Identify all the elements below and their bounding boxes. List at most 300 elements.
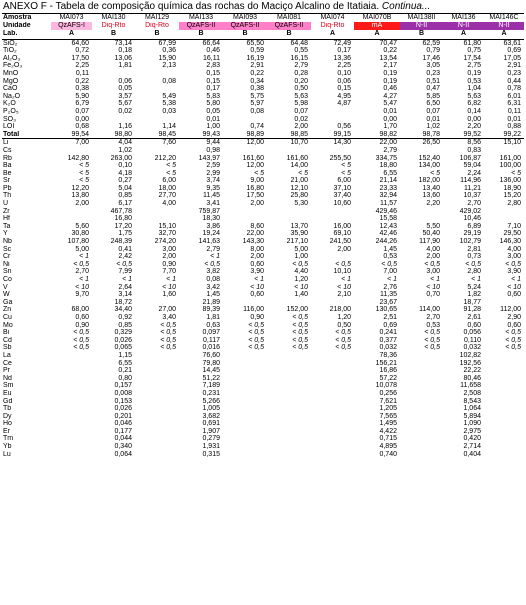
value-cell: 6,00 <box>337 177 351 185</box>
value-cell: 13,54 <box>379 54 397 62</box>
value-cell <box>51 147 92 155</box>
value-cell <box>484 360 524 368</box>
value-cell: < 5 <box>79 169 89 177</box>
value-cell: 99,54 <box>51 131 92 139</box>
value-cell: 4,00 <box>162 200 176 208</box>
value-cell: 34,40 <box>114 306 132 314</box>
value-cell: < 0,5 <box>73 329 89 337</box>
element-label: Pr <box>3 367 10 375</box>
value-cell: 4,422 <box>379 427 397 435</box>
value-cell: 0,18 <box>118 47 132 55</box>
unit-badge: N-II <box>400 22 443 30</box>
value-cell: < 5 <box>166 169 176 177</box>
value-cell: 2,76 <box>383 283 397 291</box>
value-cell: 11,57 <box>380 200 397 208</box>
value-cell <box>223 413 267 421</box>
value-cell <box>51 375 92 383</box>
value-cell: 3,00 <box>426 268 440 276</box>
value-cell <box>484 352 524 360</box>
value-cell: 0,05 <box>118 85 132 93</box>
table-row <box>2 405 524 413</box>
value-cell <box>267 299 311 307</box>
value-cell: 0,377 <box>379 336 397 344</box>
value-cell: 0,50 <box>294 85 308 93</box>
page-title <box>3 1 430 13</box>
value-cell: < 5 <box>79 177 89 185</box>
value-cell: 2,70 <box>467 200 481 208</box>
value-cell: 69,10 <box>333 230 351 238</box>
value-cell: < 0,5 <box>248 344 264 352</box>
value-cell: 1,907 <box>202 427 220 435</box>
value-cell: 4,895 <box>379 443 397 451</box>
value-cell: 0,15 <box>206 77 220 85</box>
value-cell: 0,10 <box>337 69 351 77</box>
value-cell: 0,69 <box>383 321 397 329</box>
table-row <box>2 85 524 93</box>
value-cell <box>223 215 267 223</box>
value-cell: 0,02 <box>294 115 308 123</box>
value-cell <box>311 116 354 124</box>
value-cell: 0,11 <box>507 107 521 115</box>
value-cell: 2,70 <box>75 268 89 276</box>
value-cell: 13,06 <box>114 54 132 62</box>
lab-code: B <box>400 30 443 39</box>
value-cell <box>484 443 524 451</box>
value-cell <box>267 375 311 383</box>
value-cell: 17,20 <box>114 222 132 230</box>
value-cell <box>51 443 92 451</box>
value-cell <box>484 299 524 307</box>
value-cell: 244,26 <box>375 238 397 246</box>
value-cell: < 5 <box>511 169 521 177</box>
value-cell: 11,21 <box>464 184 481 192</box>
value-cell: 10,10 <box>333 268 351 276</box>
table-row <box>2 322 524 330</box>
element-label: Cu <box>3 313 12 321</box>
value-cell: 2,00 <box>162 253 176 261</box>
value-cell: 0,00 <box>75 115 89 123</box>
value-cell: 1,16 <box>118 123 132 131</box>
value-cell: 3,90 <box>507 268 521 276</box>
value-cell: < 5 <box>79 162 89 170</box>
element-label: W <box>3 291 10 299</box>
value-cell: 334,75 <box>375 154 397 162</box>
value-cell <box>400 405 443 413</box>
value-cell: 5,83 <box>206 92 220 100</box>
element-label: Tm <box>3 435 14 443</box>
value-cell <box>311 428 354 436</box>
value-cell: 0,05 <box>206 107 220 115</box>
value-cell: < 1 <box>341 276 351 284</box>
value-cell: 0,340 <box>114 443 132 451</box>
value-cell: 13,40 <box>422 184 440 192</box>
value-cell: < 0,5 <box>248 329 264 337</box>
value-cell: 18,72 <box>114 298 132 306</box>
value-cell: 0,60 <box>75 313 89 321</box>
value-cell: 429,46 <box>375 207 397 215</box>
table-row <box>2 116 524 124</box>
value-cell: < 0,5 <box>116 260 132 268</box>
value-cell: 6,55 <box>383 169 397 177</box>
value-cell: 29,50 <box>503 230 521 238</box>
value-cell: < 10 <box>507 283 521 291</box>
value-cell: 0,691 <box>202 420 220 428</box>
value-cell: 467,78 <box>110 207 132 215</box>
value-cell <box>311 147 354 155</box>
value-cell: 3,42 <box>206 283 220 291</box>
value-cell: 9,44 <box>206 139 220 147</box>
value-cell: 4,27 <box>383 92 397 100</box>
value-cell: 0,23 <box>507 69 521 77</box>
value-cell: 3,57 <box>118 92 132 100</box>
value-cell: 5,00 <box>294 245 308 253</box>
value-cell: 2,17 <box>383 62 397 70</box>
value-cell <box>223 451 267 459</box>
value-cell: 0,75 <box>467 47 481 55</box>
value-cell <box>223 352 267 360</box>
element-label: Zn <box>3 306 12 314</box>
element-label: Tb <box>3 405 12 413</box>
value-cell: 2,80 <box>507 200 521 208</box>
value-cell <box>400 435 443 443</box>
value-cell: 0,85 <box>118 192 132 200</box>
value-cell: < 0,5 <box>335 344 351 352</box>
value-cell <box>51 352 92 360</box>
element-label: Sn <box>3 268 12 276</box>
value-cell <box>223 435 267 443</box>
value-cell: 0,08 <box>206 276 220 284</box>
value-cell <box>267 435 311 443</box>
value-cell <box>223 208 267 216</box>
table-row <box>2 268 524 276</box>
table-row <box>2 390 524 398</box>
table-row <box>2 123 524 131</box>
value-cell: 15,20 <box>503 192 521 200</box>
value-cell: 1,02 <box>426 123 440 131</box>
element-label: SiO₂ <box>3 39 18 47</box>
value-cell: 5,24 <box>467 283 481 291</box>
value-cell: 6,17 <box>118 200 132 208</box>
value-cell <box>267 382 311 390</box>
value-cell: 12,10 <box>290 184 308 192</box>
table-row <box>2 155 524 163</box>
value-cell: 0,60 <box>467 321 481 329</box>
element-label: Th <box>3 192 12 200</box>
value-cell: 19,24 <box>202 230 220 238</box>
value-cell: < 0,5 <box>292 344 308 352</box>
value-cell: 57,22 <box>379 374 397 382</box>
value-cell: 32,70 <box>158 230 176 238</box>
value-cell <box>311 253 354 261</box>
table-row <box>2 147 524 155</box>
value-cell: < 0,5 <box>160 329 176 337</box>
lab-code: B <box>223 30 267 39</box>
lab-code: B <box>135 30 179 39</box>
element-label: Ga <box>3 298 13 306</box>
value-cell: 0,064 <box>114 450 132 458</box>
value-cell: < 0,5 <box>248 336 264 344</box>
value-cell <box>311 443 354 451</box>
value-cell: 4,95 <box>337 92 351 100</box>
value-cell: 50,40 <box>422 230 440 238</box>
value-cell: 3,86 <box>206 222 220 230</box>
value-cell: < 10 <box>426 283 440 291</box>
value-cell: < 0,5 <box>381 260 397 268</box>
value-cell: < 1 <box>166 276 176 284</box>
value-cell: < 5 <box>254 169 264 177</box>
value-cell: 0,032 <box>463 344 481 352</box>
value-cell: 0,41 <box>118 245 132 253</box>
value-cell: 1,495 <box>379 420 397 428</box>
value-cell: 0,01 <box>206 115 220 123</box>
value-cell: 1,931 <box>202 443 220 451</box>
value-cell: 2,00 <box>294 123 308 131</box>
value-cell: 5,49 <box>162 92 176 100</box>
value-cell: 18,30 <box>202 215 220 223</box>
value-cell <box>267 420 311 428</box>
value-cell: 0,177 <box>114 427 132 435</box>
lab-code: A <box>311 30 354 39</box>
value-cell: 7,60 <box>162 139 176 147</box>
table-row <box>2 200 524 208</box>
value-cell: 5,90 <box>75 92 89 100</box>
table-row <box>2 108 524 116</box>
value-cell: < 0,5 <box>292 321 308 329</box>
value-cell: < 0,5 <box>204 260 220 268</box>
value-cell: < 0,5 <box>248 321 264 329</box>
value-cell: 2,508 <box>463 389 481 397</box>
value-cell: 429,02 <box>459 207 481 215</box>
element-label: CaO <box>3 85 18 93</box>
value-cell: 0,03 <box>162 107 176 115</box>
element-label: Dy <box>3 412 12 420</box>
value-cell: < 0,5 <box>335 336 351 344</box>
value-cell <box>400 208 443 216</box>
value-cell: 0,026 <box>114 336 132 344</box>
value-cell: 136,00 <box>499 177 521 185</box>
value-cell: < 5 <box>341 162 351 170</box>
value-cell: 274,20 <box>154 238 176 246</box>
value-cell: 0,07 <box>294 107 308 115</box>
lab-code: A <box>354 30 400 39</box>
element-label: Cr <box>3 253 11 261</box>
value-cell: 37,10 <box>333 184 351 192</box>
value-cell: 16,00 <box>333 222 351 230</box>
table-row <box>2 360 524 368</box>
value-cell: 0,008 <box>114 389 132 397</box>
value-cell: 98,78 <box>400 131 443 139</box>
value-cell <box>311 390 354 398</box>
value-cell: 0,80 <box>118 374 132 382</box>
value-cell: 99,52 <box>443 131 484 139</box>
value-cell <box>135 70 179 78</box>
value-cell: 2,51 <box>383 313 397 321</box>
lab-code: B <box>267 30 311 39</box>
value-cell: < 0,5 <box>505 336 521 344</box>
value-cell: 61,80 <box>463 39 481 47</box>
value-cell: 70,47 <box>379 39 397 47</box>
value-cell <box>135 428 179 436</box>
table-row <box>2 375 524 383</box>
value-cell: 23,33 <box>379 184 397 192</box>
value-cell: 0,38 <box>250 85 264 93</box>
value-cell: 2,64 <box>118 283 132 291</box>
value-cell <box>311 398 354 406</box>
value-cell: 3,82 <box>206 268 220 276</box>
value-cell: 68,00 <box>71 306 89 314</box>
value-cell: 4,00 <box>507 245 521 253</box>
value-cell: < 0,5 <box>160 336 176 344</box>
value-cell: < 0,5 <box>160 321 176 329</box>
value-cell: 0,110 <box>464 336 481 344</box>
value-cell: 2,80 <box>467 268 481 276</box>
value-cell: 0,329 <box>114 329 132 337</box>
table-row <box>2 276 524 284</box>
value-cell: 2,42 <box>118 253 132 261</box>
value-cell: 15,90 <box>158 54 176 62</box>
value-cell: 0,23 <box>426 69 440 77</box>
value-cell: 0,60 <box>507 321 521 329</box>
value-cell <box>51 428 92 436</box>
table-row <box>2 291 524 299</box>
element-label: Gd <box>3 397 13 405</box>
value-cell <box>267 215 311 223</box>
table-row <box>2 208 524 216</box>
value-cell: 11,658 <box>460 382 481 390</box>
value-cell: 0,01 <box>383 107 397 115</box>
value-cell: 1,45 <box>383 245 397 253</box>
value-cell: 5,00 <box>75 245 89 253</box>
value-cell <box>267 405 311 413</box>
value-cell: 0,740 <box>379 450 397 458</box>
lab-code: A <box>484 30 524 39</box>
value-cell: 2,00 <box>426 253 440 261</box>
value-cell <box>223 360 267 368</box>
value-cell: < 0,5 <box>292 313 308 321</box>
value-cell: 0,19 <box>467 69 481 77</box>
value-cell: 1,45 <box>206 291 220 299</box>
value-cell: 8,00 <box>250 245 264 253</box>
value-cell: 5,80 <box>206 100 220 108</box>
value-cell: < 10 <box>294 283 308 291</box>
value-cell: 10,70 <box>290 139 308 147</box>
value-cell: 1,75 <box>118 230 132 238</box>
table-row <box>2 337 524 345</box>
value-cell <box>267 451 311 459</box>
value-cell: 4,04 <box>118 139 132 147</box>
value-cell <box>51 382 92 390</box>
value-cell <box>135 435 179 443</box>
value-cell <box>484 405 524 413</box>
value-cell <box>400 147 443 155</box>
value-cell: 241,50 <box>329 238 351 246</box>
element-label: Mo <box>3 321 13 329</box>
value-cell <box>400 375 443 383</box>
value-cell <box>267 398 311 406</box>
value-cell <box>135 208 179 216</box>
value-cell <box>400 398 443 406</box>
value-cell: 0,153 <box>114 397 132 405</box>
value-cell: 1,20 <box>337 313 351 321</box>
value-cell: 114,96 <box>460 177 481 185</box>
value-cell <box>400 428 443 436</box>
value-cell: 0,117 <box>203 336 220 344</box>
value-cell: 0,016 <box>202 344 220 352</box>
value-cell: < 1 <box>79 253 89 261</box>
value-cell: 12,00 <box>246 162 264 170</box>
value-cell: 63,61 <box>503 39 521 47</box>
value-cell: 100,00 <box>499 162 521 170</box>
value-cell: 156,21 <box>375 359 397 367</box>
value-cell: 0,08 <box>162 77 176 85</box>
element-label: Ni <box>3 260 10 268</box>
value-cell: 37,40 <box>333 192 351 200</box>
value-cell: 0,90 <box>75 321 89 329</box>
value-cell: < 5 <box>430 169 440 177</box>
value-cell <box>484 147 524 155</box>
value-cell: < 5 <box>341 169 351 177</box>
value-cell <box>400 352 443 360</box>
value-cell <box>400 390 443 398</box>
lab-code: A <box>51 30 92 39</box>
value-cell: < 1 <box>387 276 397 284</box>
value-cell <box>223 428 267 436</box>
value-cell <box>484 420 524 428</box>
value-cell: 0,044 <box>114 435 132 443</box>
value-cell <box>51 413 92 421</box>
element-label: P₂O₅ <box>3 107 19 115</box>
value-cell: 0,53 <box>383 253 397 261</box>
value-cell: 2,79 <box>383 146 397 154</box>
value-cell: 1,70 <box>383 123 397 131</box>
value-cell: 98,45 <box>135 131 179 139</box>
value-cell: 0,065 <box>114 344 132 352</box>
table-row <box>2 78 524 86</box>
value-cell: < 1 <box>471 276 481 284</box>
value-cell: 98,82 <box>354 131 400 139</box>
value-cell: 2,25 <box>75 62 89 70</box>
unit-badge: QzAFS-I <box>51 22 92 30</box>
value-cell: 5,60 <box>75 222 89 230</box>
value-cell: 10,60 <box>333 200 351 208</box>
value-cell: 17,50 <box>246 192 264 200</box>
value-cell: 27,00 <box>158 306 176 314</box>
value-cell: 3,00 <box>162 245 176 253</box>
value-cell: 0,46 <box>206 47 220 55</box>
table-row <box>2 246 524 254</box>
value-cell <box>51 451 92 459</box>
value-cell: 759,87 <box>198 207 220 215</box>
value-cell <box>135 413 179 421</box>
value-cell: 0,00 <box>383 115 397 123</box>
table-row <box>2 47 524 55</box>
value-cell: 23,67 <box>379 298 397 306</box>
value-cell: 3,90 <box>250 268 264 276</box>
value-cell: 2,00 <box>250 253 264 261</box>
value-cell <box>135 360 179 368</box>
value-cell <box>223 443 267 451</box>
element-label: Na₂O <box>3 92 21 100</box>
value-cell: 17,46 <box>422 54 440 62</box>
value-cell: 6,01 <box>507 92 521 100</box>
value-cell: 3,00 <box>507 253 521 261</box>
value-cell <box>92 116 135 124</box>
value-cell: 2,20 <box>426 200 440 208</box>
table-row <box>2 435 524 443</box>
value-cell: 10,37 <box>463 192 481 200</box>
sample-name: MAI073 <box>51 14 92 23</box>
value-cell: 0,90 <box>250 313 264 321</box>
